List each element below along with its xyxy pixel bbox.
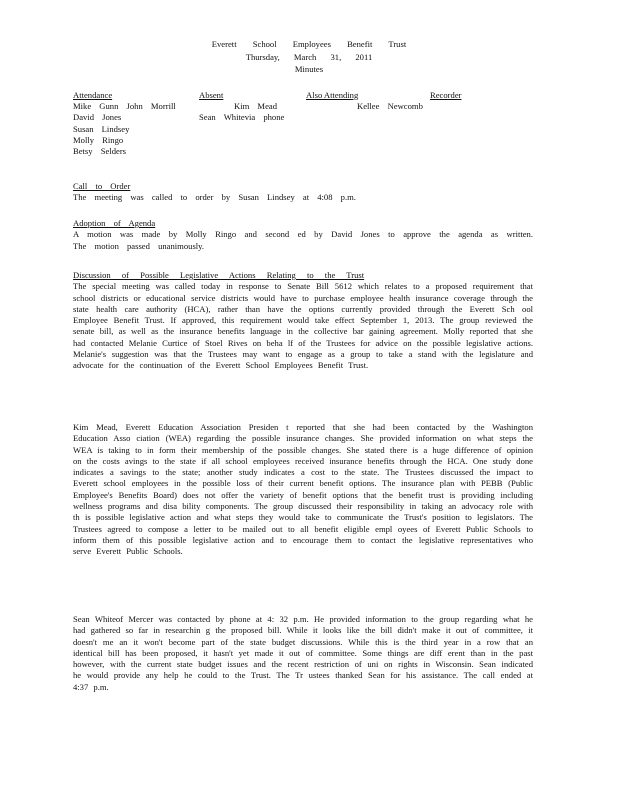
adoption-heading: Adoption of Agenda xyxy=(73,218,156,228)
attendance-heading: Attendance xyxy=(73,90,113,100)
attendance-row xyxy=(73,101,553,112)
attendance-row xyxy=(73,135,553,146)
recorder-name: Kellee Newcomb xyxy=(357,101,423,111)
present-member: Molly Ringo xyxy=(73,134,124,145)
discussion-paragraph: Sean Whiteof Mercer was contacted by phone at 4: 32 p.m. He provided information to the group regarding what he had gathered so far in researchin g the proposed bill. While it looks like the bill didn't make it out of committee, it doesn't me an it won't become part of the state budget discussions. While this is the third year in a row that an identical bill has been proposed, it hasn't yet made it out of committee. Some things are diff erent than in the past however, with the current state budget issues and the recent restriction of uni on rights in Wisconsin. Sean indicated he would provide any help he could to the Trust. The Tr ustees thanked Sean for his assistance. The call ended at 4:37 p.m. xyxy=(73,614,533,692)
discussion-paragraph: The special meeting was called today in response to Senate Bill 5612 which relates to a proposed requirement that school districts or educational service districts would have to purchase employee health insurance coverage through the state health care authority (HCA), rather than have the options currently provided through the Everett Sch ool Employee Benefit Trust. If approved, this requirement would take effect September 1, 2013. The group reviewed the senate bill, as well as the insurance benefits language in the collective bar gaining agreement. Molly reported that she had contacted Melanie Curtice of Stoel Rives on beha lf of the Trustees for advice on the possible legislative actions. Melanie's suggestion was that the Trustees may want to engage as a group to take a stand with the legislature and advocate for the continuation of the Everett School Employees Benefit Trust. xyxy=(73,281,533,371)
document-header xyxy=(0,38,618,76)
call-to-order-section xyxy=(73,181,533,204)
attendance-row xyxy=(73,124,553,135)
adoption-section xyxy=(73,218,533,252)
recorder-heading: Recorder xyxy=(430,90,462,100)
call-to-order-text: The meeting was called to order by Susan Lindsey at 4:08 p.m. xyxy=(73,192,356,203)
meeting-date: Thursday, March 31, 2011 xyxy=(245,51,373,62)
document-title: Everett School Employees Benefit Trust xyxy=(211,39,407,49)
attendance-list xyxy=(73,101,553,157)
also-attending-heading: Also Attending xyxy=(306,90,359,100)
present-member: Mike Gunn John Morrill xyxy=(73,101,176,111)
discussion-section-sean xyxy=(73,614,533,693)
absent-heading: Absent xyxy=(199,90,224,100)
attendance-row xyxy=(73,112,553,123)
present-member: Susan Lindsey xyxy=(73,123,130,134)
present-member: David Jones xyxy=(73,112,122,123)
attendance-row xyxy=(73,146,553,157)
absent-member: Kim Mead xyxy=(234,101,277,111)
discussion-section-kim xyxy=(73,422,533,558)
discussion-paragraph: Kim Mead, Everett Education Association Presiden t reported that she had been contacted by the Washington Education Asso ciation (WEA) regarding the possible insurance changes. She provided information on what steps the WEA is taking to in form their membership of the possible changes. She stated there is a huge difference of opinion on the costs avings to the state if all school employees received insurance benefits through the HCA. One study done indicates a savings to the state; another study indicates a cost to the state. The Trustees discussed the impact to Everett school employees in the possible loss of their current benefit options. The insurance plan with PEBB (Public Employee's Benefits Board) does not offer the variety of benefit options that the benefit trust is providing including wellness programs and disa bility components. The group discussed their responsibility in taking an advocacy role with th is possible legislative action and what steps they would take to communicate the Trust's position to legislators. The Trustees agreed to compose a letter to be mailed out to all benefit eligible empl oyees of Everett Public Schools to inform them of this possible legislative action and to encourage them to contact the legislative representatives who serve Everett Public Schools. xyxy=(73,422,533,557)
present-member: Betsy Selders xyxy=(73,146,127,157)
discussion-heading: Discussion of Possible Legislative Actions Relating to the Trust xyxy=(73,270,365,280)
call-to-order-heading: Call to Order xyxy=(73,181,131,191)
document-subtitle: Minutes xyxy=(294,64,324,74)
adoption-text: A motion was made by Molly Ringo and second ed by David Jones to approve the agenda as written. The motion passed unanimously. xyxy=(73,229,533,251)
discussion-section xyxy=(73,270,533,372)
absent-member: Sean Whitevia phone xyxy=(199,112,285,123)
